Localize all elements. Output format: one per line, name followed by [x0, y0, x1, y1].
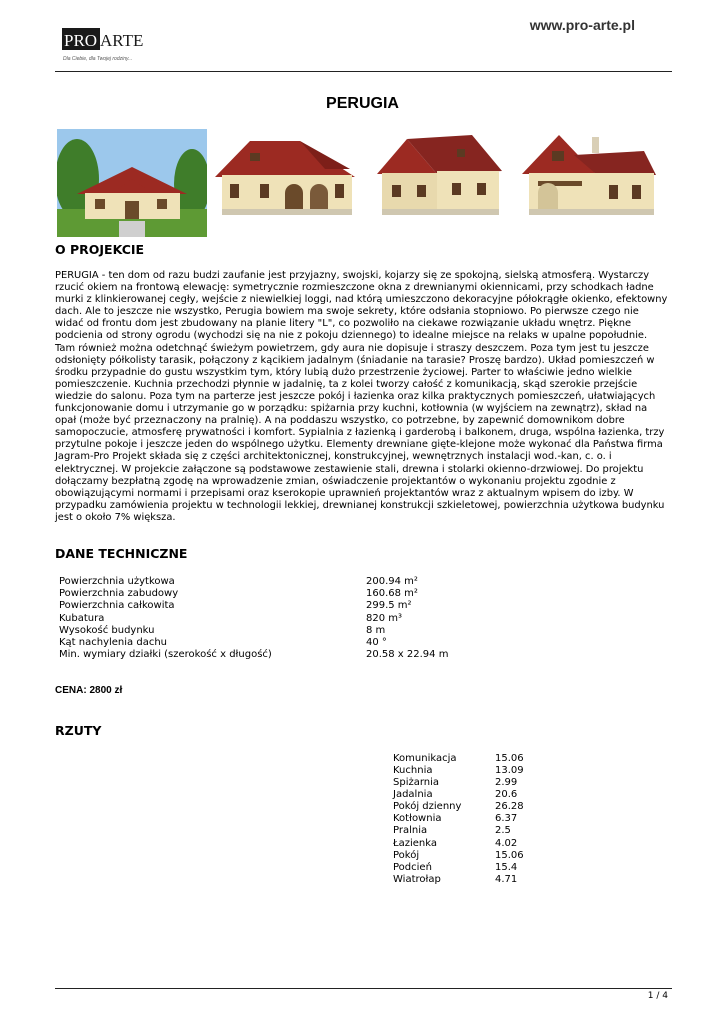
room-area: 4.02 — [495, 838, 518, 849]
svg-text:ARTE: ARTE — [100, 31, 144, 50]
room-name: Łazienka — [393, 838, 438, 849]
tech-value: 40 ° — [366, 637, 387, 648]
about-heading: O PROJEKCIE — [55, 242, 145, 257]
room-name: Pokój dzienny — [393, 801, 462, 812]
tech-label: Powierzchnia zabudowy — [59, 588, 179, 599]
tech-value: 160.68 m² — [366, 588, 418, 599]
tech-label: Wysokość budynku — [59, 625, 155, 636]
house-render-garden[interactable] — [514, 129, 664, 237]
tech-value: 200.94 m² — [366, 576, 418, 587]
tech-value: 299.5 m² — [366, 600, 412, 611]
tech-value: 820 m³ — [366, 613, 403, 624]
house-render-front[interactable] — [210, 129, 360, 237]
page-title: PERUGIA — [326, 95, 399, 112]
room-area: 13.09 — [495, 765, 524, 776]
tech-label: Min. wymiary działki (szerokość x długość) — [59, 649, 272, 660]
room-name: Pokój — [393, 850, 420, 861]
room-name: Spiżarnia — [393, 777, 440, 788]
footer-divider — [55, 988, 672, 989]
house-render-side[interactable] — [362, 129, 512, 237]
room-name: Wiatrołap — [393, 874, 441, 885]
tech-value: 8 m — [366, 625, 386, 636]
room-area: 2.99 — [495, 777, 518, 788]
project-description: PERUGIA - ten dom od razu budzi zaufanie jest przyjazny, swojski, kojarzy się ze spokojną, sielską atmosferą. Wystarczy rzucić okiem na frontową elewację: symetrycznie rozmieszczone okna z drewnianymi okiennicami, przy schodkach ładne murki z klinkierowanej cegły, wejście z niewielkiej loggi, nad którą umieszczono dekoracyjne półokrągłe okienko, efektowny dach. Ale to jeszcze nie wszystko, Perugia bowiem ma swoje sekrety, które odsłania stopniowo. Po pierwsze czego nie widać od frontu dom jest zbudowany na planie litery "L", co pozwoliło na ciekawe rozwiązanie układu wnętrz. Piękne podcienia od strony ogrodu (wychodzi się na nie z pokoju dziennego) to idealne miejsce na relaks w upalne popołudnie. Tam również można odetchnąć świeżym powietrzem, gdy aura nie dopisuje i straszy deszczem. Poza tym jest tu jeszcze odsłonięty półkolisty tarasik, połączony z kącikiem jadalnym (śniadanie na tarasie? Proszę bardzo). Układ pomieszczeń w środku przypadnie do gustu wszystkim tym, który lubią dużo przestrzenie życiowej. Parter to właściwie jedno wielkie pomieszczenie. Kuchnia przechodzi płynnie w jadalnię, ta z kolei tworzy całość z komunikacją, skąd szerokie przejście wiedzie do salonu. Poza tym na parterze jest jeszcze pokój i łazienka oraz kilka praktycznych pomieszczeń, ułatwiających funkcjonowanie domu i utrzymanie go w porządku: spiżarnia przy kuchni, kotłownia (w wyjściem na zewnątrz), skład na opał (może być przeznaczony na pralnię). A na poddaszu wszystko, co potrzebne, by zapewnić domownikom dobre samopoczucie, atmosferę prywatności i komfort. Sypialnia z łazienką i garderobą i balkonem, druga, wspólna łazienka, trzy przytulne pokoje i jeszcze jeden do wspólnego użytku. Elementy drewniane gięte-klejone może wykonać dla Państwa firma Jagram-Pro Projekt składa się z części architektonicznej, konstrukcyjnej, wewnętrznych instalacji wod.-kan, c. o. i elektrycznej. W projekcie załączone są podstawowe zestawienie stali, drewna i stolarki okienno-drzwiowej. Do projektu dołączamy bezpłatną zgodę na wprowadzenie zmian, oświadczenie projektantów o wykonaniu projektu zgodnie z obowiązującymi normami i przepisami oraz kserokopie uprawnień projektantów wraz z aktualnym wpisem do izby. W przypadku zamówienia projektu w technologii lekkiej, drewnianej konstrukcji szkieletowej, powierzchnia użytkowa budynku jest o około 7% większa. — [55, 270, 668, 523]
room-area: 6.37 — [495, 813, 518, 824]
page-number: 1 / 4 — [647, 991, 668, 1001]
tech-label: Powierzchnia całkowita — [59, 600, 175, 611]
house-photo[interactable] — [57, 129, 207, 237]
tech-label: Kąt nachylenia dachu — [59, 637, 168, 648]
site-url[interactable]: www.pro-arte.pl — [529, 17, 635, 33]
room-area: 15.06 — [495, 850, 524, 861]
tech-value: 20.58 x 22.94 m — [366, 649, 449, 660]
logo-tagline: Dla Ciebie, dla Twojej rodziny... — [63, 56, 133, 62]
tech-heading: DANE TECHNICZNE — [55, 546, 188, 561]
room-name: Komunikacja — [393, 753, 457, 764]
svg-text:PRO: PRO — [64, 31, 98, 50]
tech-label: Powierzchnia użytkowa — [59, 576, 175, 587]
room-area: 20.6 — [495, 789, 518, 800]
header-divider — [55, 71, 672, 72]
pro-arte-logo — [62, 25, 152, 55]
room-area: 26.28 — [495, 801, 524, 812]
room-name: Jadalnia — [393, 789, 433, 800]
room-name: Podcień — [393, 862, 432, 873]
room-name: Kotłownia — [393, 813, 442, 824]
room-area: 15.06 — [495, 753, 524, 764]
tech-label: Kubatura — [59, 613, 105, 624]
room-name: Pralnia — [393, 825, 428, 836]
price: CENA: 2800 zł — [55, 685, 123, 696]
room-area: 4.71 — [495, 874, 518, 885]
room-area: 2.5 — [495, 825, 511, 836]
plans-heading: RZUTY — [55, 723, 102, 738]
room-name: Kuchnia — [393, 765, 433, 776]
room-area: 15.4 — [495, 862, 518, 873]
